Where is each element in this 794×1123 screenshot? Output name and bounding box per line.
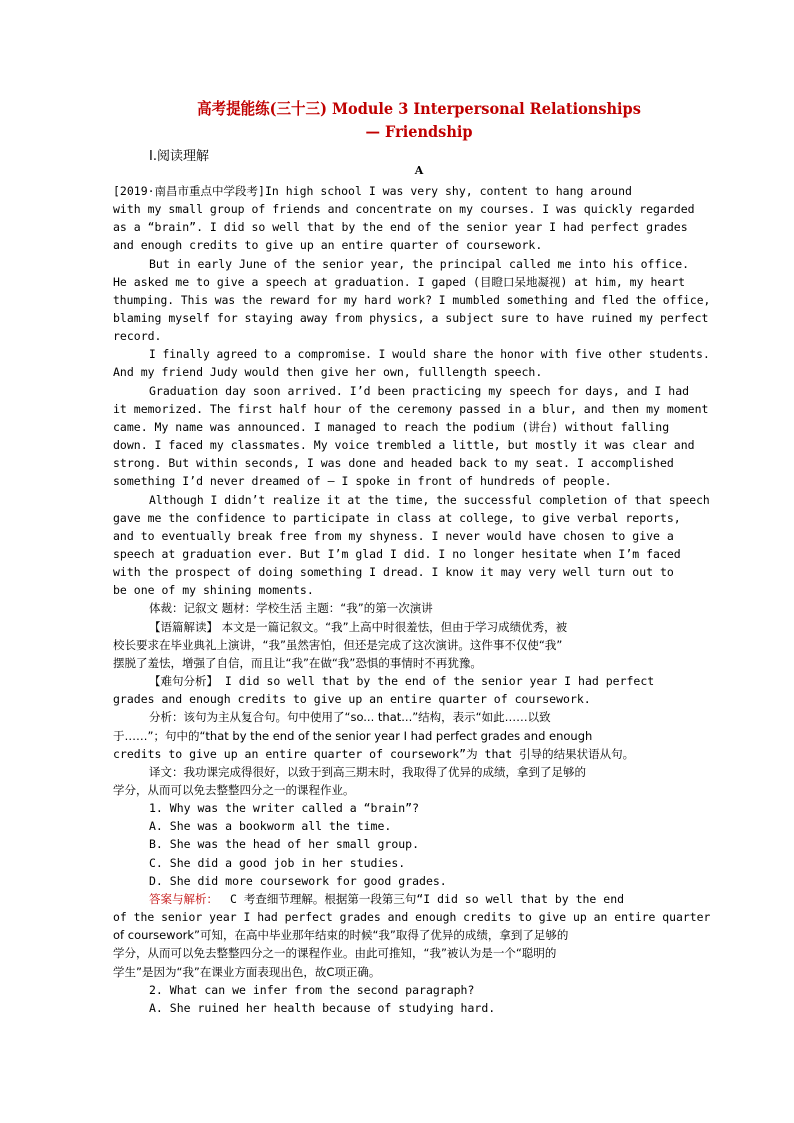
answer-line: of the senior year I had perfect grades and enough credits to give up an entire quarter bbox=[113, 910, 711, 924]
passage-line: thumping. This was the reward for my hard work? I mumbled something and fled the office, bbox=[113, 293, 711, 307]
passage-line: And my friend Judy would then give her own, fulllength speech. bbox=[113, 365, 543, 379]
passage-line: strong. But within seconds, I was done and headed back to my seat. I accomplished bbox=[113, 456, 674, 470]
answer-line: 学生”是因为“我”在课业方面表现出色，故C项正确。 bbox=[113, 965, 381, 979]
translation-line: 译文：我功课完成得很好，以致于到高三期末时，我取得了优异的成绩，拿到了足够的 bbox=[149, 765, 586, 779]
passage-line: be one of my shining moments. bbox=[113, 583, 314, 597]
summary-line: 摆脱了羞怯，增强了自信，而且让“我”在做“我”恐惧的事情时不再犹豫。 bbox=[113, 656, 482, 670]
passage-line: with the prospect of doing something I dread. I know it may very well turn out to bbox=[113, 565, 674, 579]
passage-line: gave me the confidence to participate in class at college, to give verbal reports, bbox=[113, 511, 681, 525]
option-a: A. She was a bookworm all the time. bbox=[149, 819, 392, 833]
option-a: A. She ruined her health because of studying hard. bbox=[149, 1001, 496, 1015]
passage-line: But in early June of the senior year, the principal called me into his office. bbox=[149, 257, 690, 271]
question-1: 1. Why was the writer called a “brain”? bbox=[149, 801, 420, 815]
section-heading: Ⅰ.阅读理解 bbox=[149, 149, 209, 164]
passage-line: something I’d never dreamed of — I spoke in front of hundreds of people. bbox=[113, 474, 612, 488]
summary-line: 【语篇解读】 本文是一篇记叙文。“我”上高中时很羞怯，但由于学习成绩优秀，被 bbox=[149, 620, 568, 634]
passage-line: down. I faced my classmates. My voice trembled a little, but mostly it was clear and bbox=[113, 438, 695, 452]
option-d: D. She did more coursework for good grades. bbox=[149, 874, 447, 888]
passage-line: with my small group of friends and concentrate on my courses. I was quickly regarded bbox=[113, 202, 695, 216]
genre-info: 体裁：记叙文 题材：学校生活 主题：“我”的第一次演讲 bbox=[149, 601, 433, 615]
passage-line: Although I didn’t realize it at the time, the successful completion of that speech bbox=[149, 493, 710, 507]
answer-line: C 考查细节理解。根据第一段第三句“I did so well that by the end bbox=[230, 892, 625, 906]
analysis-line: 于……”；句中的“that by the end of the senior year I had perfect grades and enough bbox=[113, 729, 593, 743]
passage-line: and enough credits to give up an entire quarter of coursework. bbox=[113, 238, 543, 252]
passage-line: record. bbox=[113, 329, 162, 343]
passage-line: speech at graduation ever. But I’m glad I did. I no longer hesitate when I’m faced bbox=[113, 547, 681, 561]
option-c: C. She did a good job in her studies. bbox=[149, 856, 406, 870]
passage-line: [2019·南昌市重点中学段考]In high school I was very shy, content to hang around bbox=[113, 184, 632, 198]
passage-line: and to eventually break free from my shyness. I never would have chosen to give a bbox=[113, 529, 674, 543]
passage-line: it memorized. The first half hour of the ceremony passed in a blur, and then my moment bbox=[113, 402, 709, 416]
passage-line: came. My name was announced. I managed to reach the podium (讲台) without falling bbox=[113, 420, 670, 434]
answer-line: of coursework”可知，在高中毕业那年结束的时候“我”取得了优异的成绩，拿到了足够的 bbox=[113, 928, 569, 942]
answer-line: 学分，从而可以免去整整四分之一的课程作业。由此可推知，“我”被认为是一个“聪明的 bbox=[113, 946, 557, 960]
translation-line: 学分，从而可以免去整整四分之一的课程作业。 bbox=[113, 783, 355, 797]
sentence-analysis-line: 【难句分析】 I did so well that by the end of the senior year I had perfect bbox=[149, 674, 655, 688]
passage-line: blaming myself for staying away from physics, a subject sure to have ruined my perfect bbox=[113, 311, 709, 325]
summary-line: 校长要求在毕业典礼上演讲，“我”虽然害怕，但还是完成了这次演讲。这件事不仅使“我” bbox=[113, 638, 563, 652]
question-2: 2. What can we infer from the second paragraph? bbox=[149, 983, 475, 997]
document-title-line-2: — Friendship bbox=[365, 122, 473, 141]
passage-line: Graduation day soon arrived. I’d been practicing my speech for days, and I had bbox=[149, 384, 690, 398]
passage-label: A bbox=[414, 164, 424, 177]
answer-label: 答案与解析： bbox=[149, 892, 218, 906]
document-title-line-1: 高考提能练(三十三) Module 3 Interpersonal Relationships bbox=[197, 99, 641, 118]
sentence-analysis-line: grades and enough credits to give up an entire quarter of coursework. bbox=[113, 692, 591, 706]
option-b: B. She was the head of her small group. bbox=[149, 837, 420, 851]
passage-line: He asked me to give a speech at graduation. I gaped (目瞪口呆地凝视) at him, my heart bbox=[113, 275, 686, 289]
analysis-line: credits to give up an entire quarter of coursework”为 that 引导的结果状语从句。 bbox=[113, 747, 635, 761]
passage-line: as a “brain”. I did so well that by the end of the senior year I had perfect grades bbox=[113, 220, 688, 234]
passage-line: I finally agreed to a compromise. I would share the honor with five other students. bbox=[149, 347, 710, 361]
analysis-line: 分析：该句为主从复合句。句中使用了“so... that...”结构，表示“如此……以致 bbox=[149, 710, 551, 724]
